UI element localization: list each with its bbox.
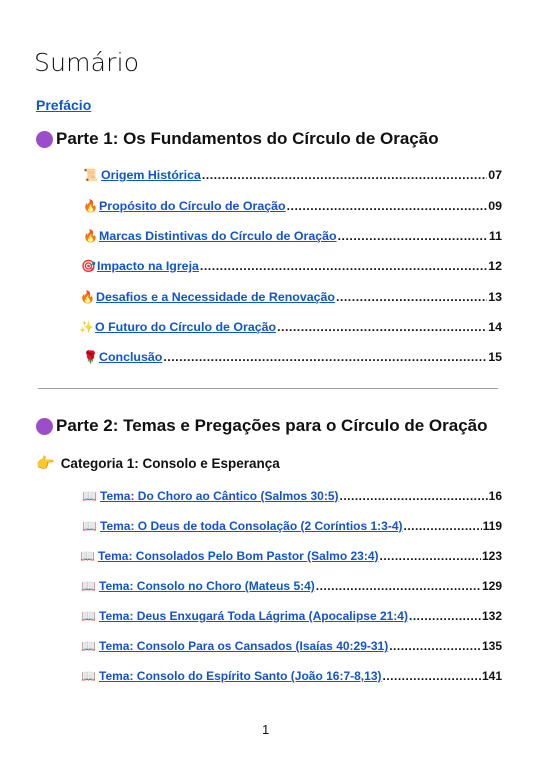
open-book-icon: 📖 <box>81 639 96 653</box>
dot-leader <box>287 199 488 213</box>
toc-row[interactable] <box>81 669 502 683</box>
toc-row[interactable] <box>81 259 502 273</box>
scroll-icon: 📜 <box>83 168 98 182</box>
dot-leader <box>202 168 487 182</box>
pointing-hand-icon: 👉 <box>36 455 55 472</box>
category-heading: 👉 Categoria 1: Consolo e Esperança <box>36 455 280 472</box>
page-number: 1 <box>262 722 270 737</box>
part2-heading: Parte 2: Temas e Pregações para o Círculo de Oração <box>36 416 487 436</box>
toc-link[interactable]: Tema: Consolo do Espírito Santo (João 16:7-8,13) <box>99 669 382 683</box>
toc-link[interactable]: Origem Histórica <box>101 168 201 182</box>
dot-leader <box>338 229 488 243</box>
toc-page: 129 <box>481 579 502 593</box>
purple-circle-icon <box>36 418 53 435</box>
toc-page: 12 <box>488 259 502 273</box>
toc-link[interactable]: O Futuro do Círculo de Oração <box>95 320 277 334</box>
toc-page: 135 <box>481 639 502 653</box>
dot-leader <box>163 350 487 364</box>
dot-leader <box>200 259 487 273</box>
toc-page: 13 <box>488 290 502 304</box>
toc-link[interactable]: Desafios e a Necessidade de Renovação <box>96 290 335 304</box>
toc-link[interactable]: Marcas Distintivas do Círculo de Oração <box>99 229 337 243</box>
target-icon: 🎯 <box>81 259 96 273</box>
fire-icon: 🔥 <box>83 199 98 213</box>
toc-row[interactable] <box>80 549 502 563</box>
toc-page: 15 <box>488 350 502 364</box>
toc-row[interactable] <box>81 579 502 593</box>
open-book-icon: 📖 <box>81 609 96 623</box>
toc-link[interactable]: Conclusão <box>99 350 163 364</box>
toc-row[interactable] <box>81 609 502 623</box>
toc-page: 09 <box>488 199 502 213</box>
fire-icon: 🔥 <box>80 290 95 304</box>
toc-row[interactable] <box>83 229 502 243</box>
rose-icon: 🌹 <box>83 350 98 364</box>
toc-page: 132 <box>481 609 502 623</box>
open-book-icon: 📖 <box>81 579 96 593</box>
dot-leader <box>380 549 481 563</box>
toc-row[interactable] <box>82 489 502 503</box>
open-book-icon: 📖 <box>82 519 97 533</box>
toc-page: 16 <box>488 489 502 503</box>
sparkles-icon: ✨ <box>79 320 94 334</box>
toc-row[interactable] <box>83 199 502 213</box>
toc-row[interactable] <box>79 320 502 334</box>
section-divider <box>38 388 498 389</box>
open-book-icon: 📖 <box>80 549 95 563</box>
purple-circle-icon <box>36 131 53 148</box>
toc-link[interactable]: Impacto na Igreja <box>97 259 199 273</box>
dot-leader <box>389 639 481 653</box>
dot-leader <box>409 609 481 623</box>
toc-row[interactable] <box>83 350 502 364</box>
fire-icon: 🔥 <box>83 229 98 243</box>
toc-row[interactable] <box>80 290 502 304</box>
toc-page: 07 <box>488 168 502 182</box>
part1-heading: Parte 1: Os Fundamentos do Círculo de Oração <box>36 129 439 149</box>
toc-link[interactable]: Tema: Deus Enxugará Toda Lágrima (Apocalipse 21:4) <box>99 609 408 623</box>
toc-page: 11 <box>488 229 502 243</box>
toc-link[interactable]: Tema: Do Choro ao Cântico (Salmos 30:5) <box>100 489 339 503</box>
dot-leader <box>336 290 487 304</box>
dot-leader <box>404 519 482 533</box>
toc-page: 14 <box>488 320 502 334</box>
toc-link[interactable]: Propósito do Círculo de Oração <box>99 199 286 213</box>
preface-link[interactable]: Prefácio <box>36 97 92 113</box>
open-book-icon: 📖 <box>81 669 96 683</box>
page-title: Sumário <box>34 48 140 77</box>
toc-link[interactable]: Tema: Consolo Para os Cansados (Isaías 40:29-31) <box>99 639 389 653</box>
dot-leader <box>316 579 481 593</box>
toc-page: 119 <box>482 519 502 533</box>
dot-leader <box>277 320 487 334</box>
open-book-icon: 📖 <box>82 489 97 503</box>
toc-page: 141 <box>481 669 502 683</box>
toc-page: 123 <box>481 549 502 563</box>
toc-link[interactable]: Tema: O Deus de toda Consolação (2 Coríntios 1:3-4) <box>100 519 403 533</box>
toc-link[interactable]: Tema: Consolados Pelo Bom Pastor (Salmo 23:4) <box>98 549 379 563</box>
toc-link[interactable]: Tema: Consolo no Choro (Mateus 5:4) <box>99 579 315 593</box>
dot-leader <box>383 669 481 683</box>
toc-row[interactable] <box>81 639 502 653</box>
dot-leader <box>339 489 487 503</box>
toc-row[interactable] <box>82 519 502 533</box>
toc-row[interactable] <box>83 168 502 182</box>
